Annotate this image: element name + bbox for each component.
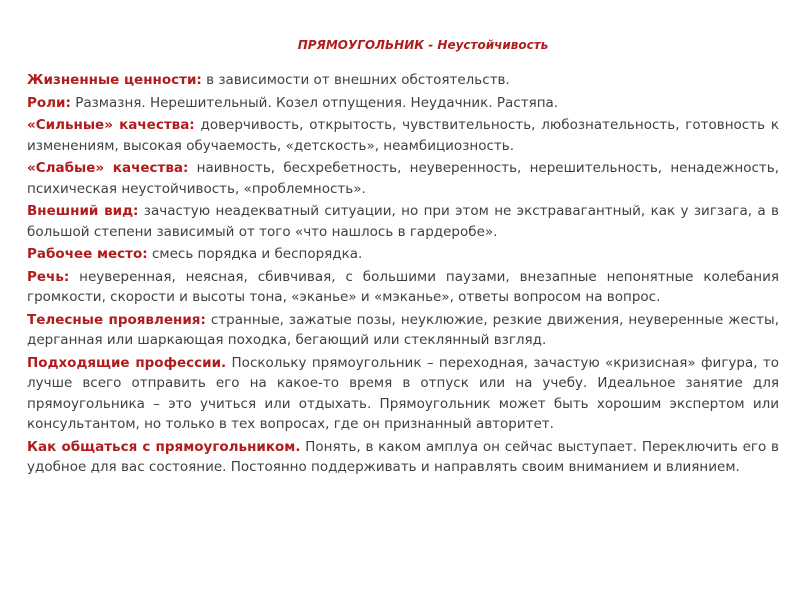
slide-title: ПРЯМОУГОЛЬНИК - Неустойчивость bbox=[297, 38, 549, 52]
paragraph-heading: Жизненные ценности: bbox=[27, 72, 202, 88]
paragraph-weak-qualities bbox=[27, 158, 779, 199]
slide bbox=[27, 36, 779, 480]
paragraph-communication bbox=[27, 437, 779, 478]
paragraph-text: странные, зажатые позы, неуклюжие, резкие движения, неуверенные жесты, дерганная или шаркающая походка, бегающий или стеклянный взгляд. bbox=[27, 311, 779, 348]
paragraph-text: неуверенная, неясная, сбивчивая, с большими паузами, внезапные непонятные колебания громкости, скорости и высоты тона, «эканье» и «мэканье», ответы вопросом на вопрос. bbox=[27, 268, 779, 305]
paragraph-strong-qualities bbox=[27, 115, 779, 156]
paragraph-text: Поскольку прямоугольник – переходная, зачастую «кризисная» фигура, то лучше всего отправить его на какое-то время в отпуск или на учебу. Идеальное занятие для прямоугольника – это учиться или отдыхать. Прямоугольник может быть хорошим экспертом или консультантом, но только в тех вопросах, где он признанный авторитет. bbox=[27, 354, 779, 432]
paragraph-roles bbox=[27, 93, 779, 114]
paragraph-text: смесь порядка и беспорядка. bbox=[147, 246, 363, 262]
paragraph-speech bbox=[27, 267, 779, 308]
paragraph-heading: Роли: bbox=[27, 94, 71, 111]
paragraph-appearance bbox=[27, 201, 779, 242]
paragraph-heading: Подходящие профессии. bbox=[27, 354, 227, 371]
paragraph-heading: Внешний вид: bbox=[27, 203, 139, 219]
paragraph-professions bbox=[27, 353, 779, 435]
paragraph-body-language bbox=[27, 310, 779, 351]
paragraph-text: Понять, в каком амплуа он сейчас выступает. Переключить его в удобное для вас состояние. Постоянно поддерживать и направлять своим вниманием и влиянием. bbox=[27, 438, 779, 475]
paragraph-life-values bbox=[27, 70, 779, 91]
paragraph-heading: «Сильные» качества: bbox=[27, 117, 195, 133]
paragraph-heading: Телесные проявления: bbox=[27, 311, 206, 328]
paragraph-heading: Рабочее место: bbox=[27, 246, 148, 262]
paragraph-text: в зависимости от внешних обстоятельств. bbox=[201, 72, 510, 88]
paragraph-heading: Как общаться с прямоугольником. bbox=[27, 438, 301, 455]
paragraph-text: наивность, бесхребетность, неуверенность, нерешительность, ненадежность, психическая неустойчивость, «проблемность». bbox=[27, 160, 779, 197]
paragraph-workplace bbox=[27, 244, 779, 265]
paragraph-heading: «Слабые» качества: bbox=[27, 160, 189, 176]
paragraph-text: Размазня. Нерешительный. Козел отпущения. Неудачник. Растяпа. bbox=[70, 94, 559, 111]
paragraph-heading: Речь: bbox=[27, 268, 70, 285]
paragraph-text: доверчивость, открытость, чувствительность, любознательность, готовность к изменениям, высокая обучаемость, «детскость», неамбициозность. bbox=[27, 117, 779, 154]
paragraph-text: зачастую неадекватный ситуации, но при этом не экстравагантный, как у зигзага, а в большой степени зависимый от того «что нашлось в гардеробе». bbox=[27, 203, 779, 240]
